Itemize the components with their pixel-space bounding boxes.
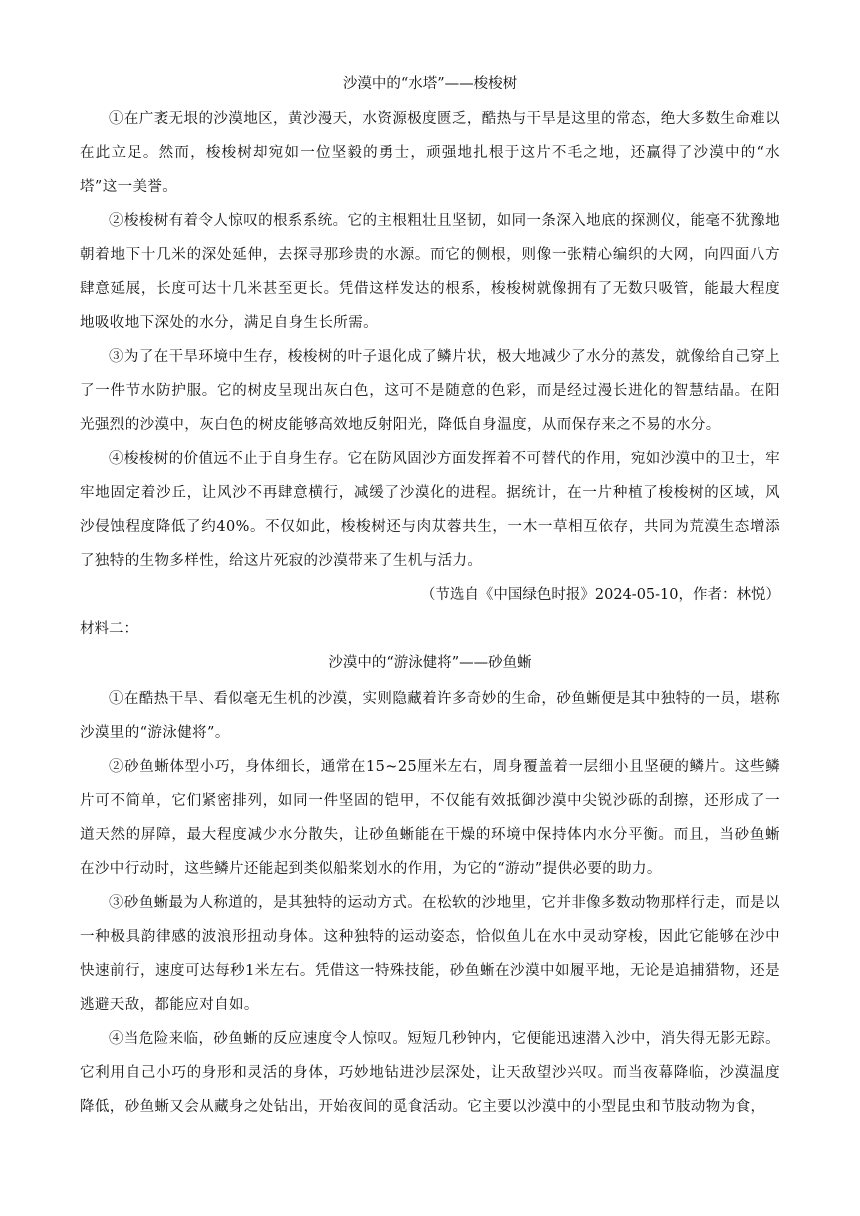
material-one-paragraph-1: ①在广袤无垠的沙漠地区，黄沙漫天，水资源极度匮乏，酷热与干旱是这里的常态，绝大多数生命难以在此立足。然而，梭梭树却宛如一位坚毅的勇士，顽强地扎根于这片不毛之地，还赢得了沙漠中的“水塔”这一美誉。 (80, 111, 780, 195)
material-one-paragraph-2: ②梭梭树有着令人惊叹的根系系统。它的主根粗壮且坚韧，如同一条深入地底的探测仪，能毫不犹豫地朝着地下十几米的深处延伸，去探寻那珍贵的水源。而它的侧根，则像一张精心编织的大网，向四面八方肆意延展，长度可达十几米甚至更长。凭借这样发达的根系，梭梭树就像拥有了无数只吸管，能最大程度地吸收地下深处的水分，满足自身生长所需。 (80, 213, 780, 331)
article-body (80, 70, 780, 1124)
material-two-paragraph-4: ④当危险来临，砂鱼蜥的反应速度令人惊叹。短短几秒钟内，它便能迅速潜入沙中，消失得无影无踪。它利用自己小巧的身形和灵活的身体，巧妙地钻进沙层深处，让天敌望沙兴叹。而当夜幕降临，沙漠温度降低，砂鱼蜥又会从藏身之处钻出，开始夜间的觅食活动。它主要以沙漠中的小型昆虫和节肢动物为食， (80, 1031, 780, 1115)
material-one-paragraph-3: ③为了在干旱环境中生存，梭梭树的叶子退化成了鳞片状，极大地减少了水分的蒸发，就像给自己穿上了一件节水防护服。它的树皮呈现出灰白色，这可不是随意的色彩，而是经过漫长进化的智慧结晶。在阳光强烈的沙漠中，灰白色的树皮能够高效地反射阳光，降低自身温度，从而保存来之不易的水分。 (80, 349, 780, 433)
material-one-paragraph-4: ④梭梭树的价值远不止于自身生存。它在防风固沙方面发挥着不可替代的作用，宛如沙漠中的卫士，牢牢地固定着沙丘，让风沙不再肆意横行，减缓了沙漠化的进程。据统计，在一片种植了梭梭树的区域，风沙侵蚀程度降低了约40%。不仅如此，梭梭树还与肉苁蓉共生，一木一草相互依存，共同为荒漠生态增添了独特的生物多样性，给这片死寂的沙漠带来了生机与活力。 (80, 451, 780, 569)
material-two-paragraph-3: ③砂鱼蜥最为人称道的，是其独特的运动方式。在松软的沙地里，它并非像多数动物那样行走，而是以一种极具韵律感的波浪形扭动身体。这种独特的运动姿态，恰似鱼儿在水中灵动穿梭，因此它能够在沙中快速前行，速度可达每秒1米左右。凭借这一特殊技能，砂鱼蜥在沙漠中如履平地，无论是追捕猎物，还是逃避天敌，都能应对自如。 (80, 895, 780, 1013)
material-two-paragraph-2: ②砂鱼蜥体型小巧，身体细长，通常在15~25厘米左右，周身覆盖着一层细小且坚硬的鳞片。这些鳞片可不简单，它们紧密排列，如同一件坚固的铠甲，不仅能有效抵御沙漠中尖锐沙砾的刮擦，还形成了一道天然的屏障，最大程度减少水分散失，让砂鱼蜥能在干燥的环境中保持体内水分平衡。而且，当砂鱼蜥在沙中行动时，这些鳞片还能起到类似船桨划水的作用，为它的“游动”提供必要的助力。 (80, 759, 780, 877)
material-one-source: （节选自《中国绿色时报》2024-05-10，作者：林悦） (420, 587, 780, 603)
material-two-paragraph-1: ①在酷热干旱、看似毫无生机的沙漠，实则隐藏着许多奇妙的生命，砂鱼蜥便是其中独特的一员，堪称沙漠里的“游泳健将”。 (80, 691, 780, 741)
material-two-label: 材料二： (80, 621, 138, 637)
material-one-title: 沙漠中的“水塔”——梭梭树 (342, 76, 518, 92)
material-two-title: 沙漠中的“游泳健将”——砂鱼蜥 (328, 655, 532, 671)
